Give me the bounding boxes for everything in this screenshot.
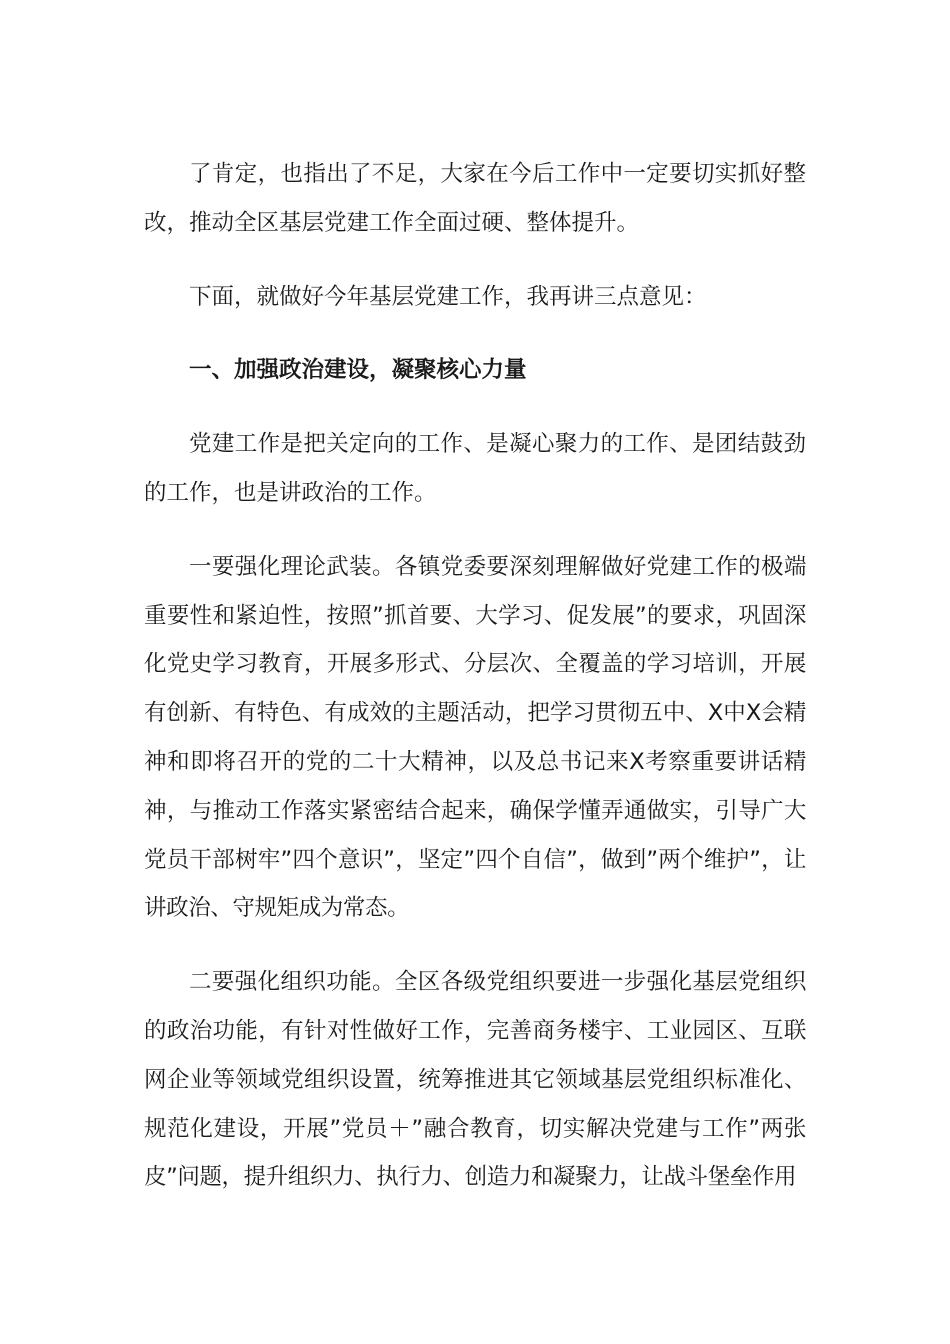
paragraph-5: 二要强化组织功能。全区各级党组织要进一步强化基层党组织的政治功能，有针对性做好工作，完善商务楼宇、工业园区、互联网企业等领域党组织设置，统筹推进其它领域基层党组织标准化、规范化建设，开展”党员＋”融合教育，切实解决党建与工作”两张皮”问题，提升组织力、执行力、创造力和凝聚力，让战斗堡垒作用: [144, 969, 806, 1191]
paragraph-3: 党建工作是把关定向的工作、是凝心聚力的工作、是团结鼓劲的工作，也是讲政治的工作。: [144, 431, 806, 506]
paragraph-4: 一要强化理论武装。各镇党委要深刻理解做好党建工作的极端重要性和紧迫性，按照”抓首要、大学习、促发展”的要求，巩固深化党史学习教育，开展多形式、分层次、全覆盖的学习培训，开展有创新、有特色、有成效的主题活动，把学习贯彻五中、X中X会精神和即将召开的党的二十大精神，以及总书记来X考察重要讲话精神，与推动工作落实紧密结合起来，确保学懂弄通做实，引导广大党员干部树牢”四个意识”，坚定”四个自信”，做到”两个维护”，让讲政治、守规矩成为常态。: [144, 553, 806, 922]
paragraph-1: 了肯定，也指出了不足，大家在今后工作中一定要切实抓好整改，推动全区基层党建工作全面过硬、整体提升。: [144, 161, 806, 236]
section-heading-1: 一、加强政治建设，凝聚核心力量: [189, 357, 527, 384]
document-body: [144, 150, 806, 1227]
paragraph-2: 下面，就做好今年基层党建工作，我再讲三点意见：: [189, 283, 707, 310]
